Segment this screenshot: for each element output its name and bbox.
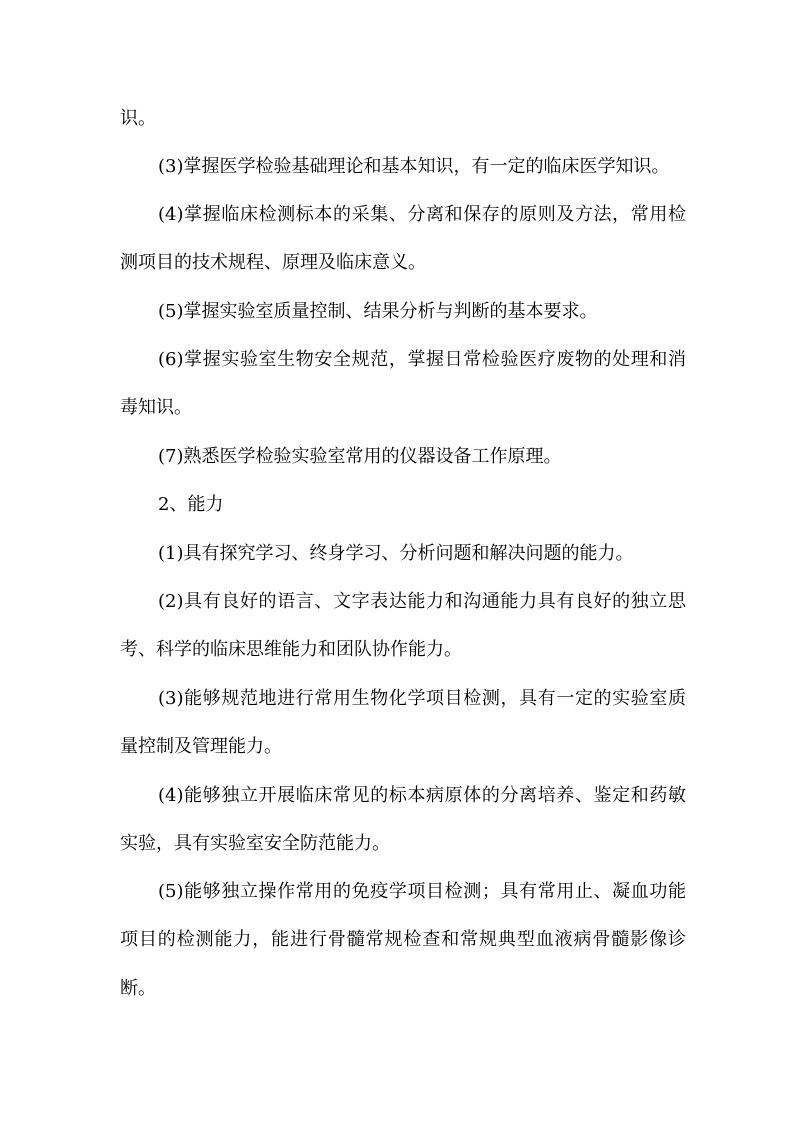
paragraph-ability-2: (2)具有良好的语言、文字表达能力和沟通能力具有良好的独立思考、科学的临床思维能力和团队协作能力。 [120,591,686,661]
paragraph-ability-3: (3)能够规范地进行常用生物化学项目检测，具有一定的实验室质量控制及管理能力。 [120,688,686,758]
paragraph-ability-4: (4)能够独立开展临床常见的标本病原体的分离培养、鉴定和药敏实验，具有实验室安全防范能力。 [120,785,686,855]
paragraph-item-4: (4)掌握临床检测标本的采集、分离和保存的原则及方法，常用检测项目的技术规程、原理及临床意义。 [120,204,686,274]
paragraph-item-5: (5)掌握实验室质量控制、结果分析与判断的基本要求。 [158,301,598,322]
paragraph-item-7: (7)熟悉医学检验实验室常用的仪器设备工作原理。 [158,446,562,467]
paragraph-continuation: 识。 [120,108,156,129]
paragraph-item-6: (6)掌握实验室生物安全规范，掌握日常检验医疗废物的处理和消毒知识。 [120,349,686,419]
paragraph-ability-5: (5)能够独立操作常用的免疫学项目检测；具有常用止、凝血功能项目的检测能力，能进行骨髓常规检查和常规典型血液病骨髓影像诊断。 [120,881,686,999]
section-heading-ability: 2、能力 [158,494,224,515]
paragraph-item-3: (3)掌握医学检验基础理论和基本知识，有一定的临床医学知识。 [158,156,670,177]
paragraph-ability-1: (1)具有探究学习、终身学习、分析问题和解决问题的能力。 [158,543,634,564]
